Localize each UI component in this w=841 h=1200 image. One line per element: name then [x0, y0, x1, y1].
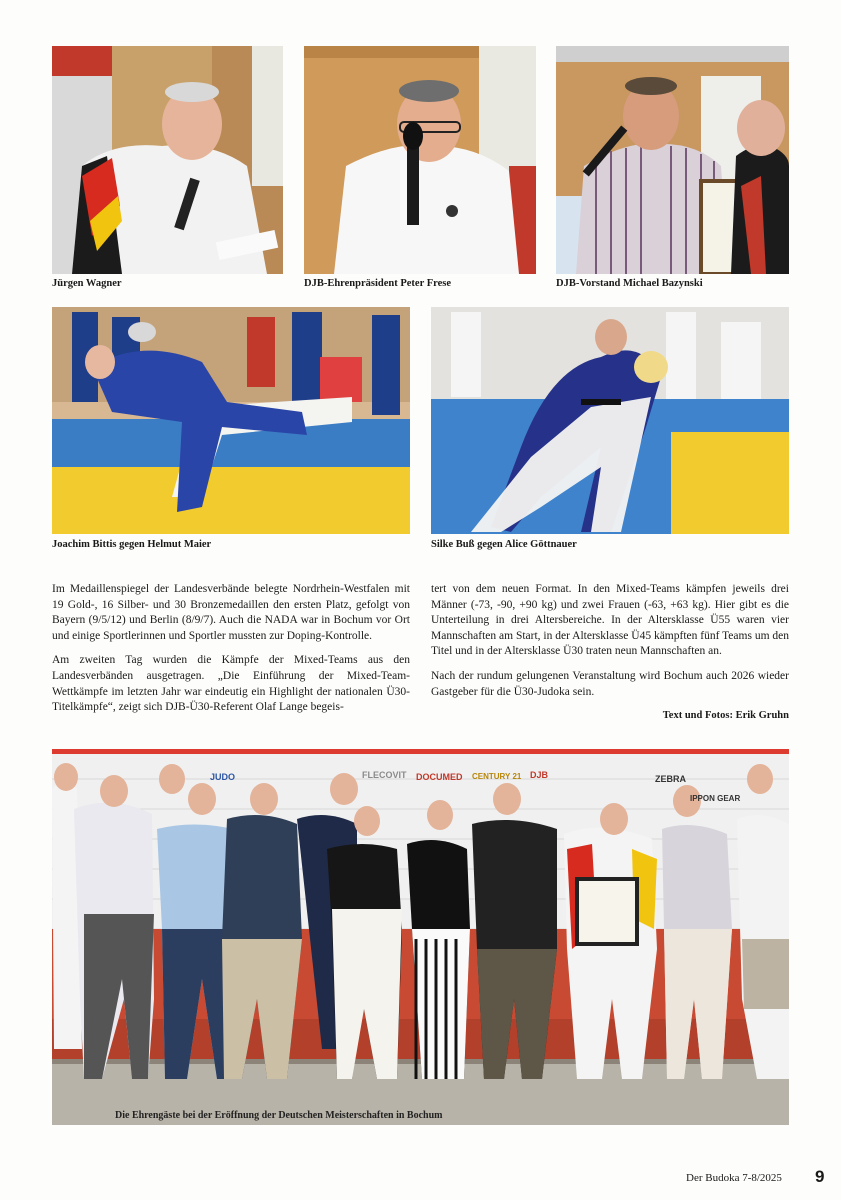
photo-caption: Joachim Bittis gegen Helmut Maier: [52, 539, 212, 550]
photo-juergen-wagner: [52, 46, 283, 274]
article-right-column: [431, 582, 789, 709]
article-paragraph: tert von dem neuen Format. In den Mixed-Teams kämpfen jeweils drei Männer (-73, -90, +90 kg) und zwei Frauen (-63, +63 kg). Hier gibt es die Unterteilung in drei Altersbereiche. In der Altersklasse Ü55 waren vier Mannschaften am Start, in der Altersklasse Ü45 kämpften fünf Teams um den Titel und in der Altersklasse Ü30 traten neun Mannschaften an.: [431, 583, 789, 658]
sponsor-logo: DOCUMED: [416, 772, 463, 782]
sponsor-logo: JUDO: [210, 772, 236, 782]
sponsor-logo: CENTURY 21: [472, 772, 522, 781]
sponsor-wall: [100, 768, 780, 868]
footer-magazine-issue: Der Budoka 7-8/2025: [686, 1172, 782, 1184]
photo-michael-bazynski: [556, 46, 789, 274]
article-paragraph: Nach der rundum gelungenen Veranstaltung wird Bochum auch 2026 wieder Gastgeber für die Ü30-Judoka sein.: [431, 669, 789, 698]
photo-caption: DJB-Ehrenpräsident Peter Frese: [304, 278, 451, 289]
article-left-column: [52, 582, 410, 725]
sponsor-logo: FLECOVIT: [362, 770, 407, 780]
article-paragraph: Im Medaillenspiegel der Landesverbände belegte Nordrhein-Westfalen mit 19 Gold-, 16 Silber- und 30 Bronzemedaillen den ersten Platz, gefolgt von Bayern (9/5/12) und Berlin (8/9/7). Auch die NADA war in Bochum vor Ort und einige Sportlerinnen und Sportler mussten zur Doping-Kontrolle.: [52, 583, 410, 642]
photo-credit: Text und Fotos: Erik Gruhn: [662, 710, 789, 721]
photo-bittis-vs-maier: [52, 307, 410, 534]
photo-caption: DJB-Vorstand Michael Bazynski: [556, 278, 703, 289]
sponsor-logo: ZEBRA: [655, 774, 686, 784]
photo-caption: Silke Buß gegen Alice Göttnauer: [431, 539, 577, 550]
article-paragraph: Am zweiten Tag wurden die Kämpfe der Mixed-Teams aus den Landesverbänden ausgetragen. „Die Einführung der Mixed-Team-Wettkämpfe im letzten Jahr war eindeutig ein Highlight der nationalen Ü30-Titelkämpfe“, zeigt sich DJB-Ü30-Referent Olaf Lange begeis-: [52, 654, 410, 714]
group-photo-caption: Die Ehrengäste bei der Eröffnung der Deutschen Meisterschaften in Bochum: [115, 1110, 443, 1121]
sponsor-logo: DJB: [530, 770, 549, 780]
footer-page-number: 9: [815, 1167, 825, 1186]
photo-peter-frese: [304, 46, 536, 274]
photo-caption: Jürgen Wagner: [52, 278, 122, 289]
photo-buss-vs-goettnauer: [431, 307, 789, 534]
sponsor-logo: IPPON GEAR: [690, 794, 741, 803]
